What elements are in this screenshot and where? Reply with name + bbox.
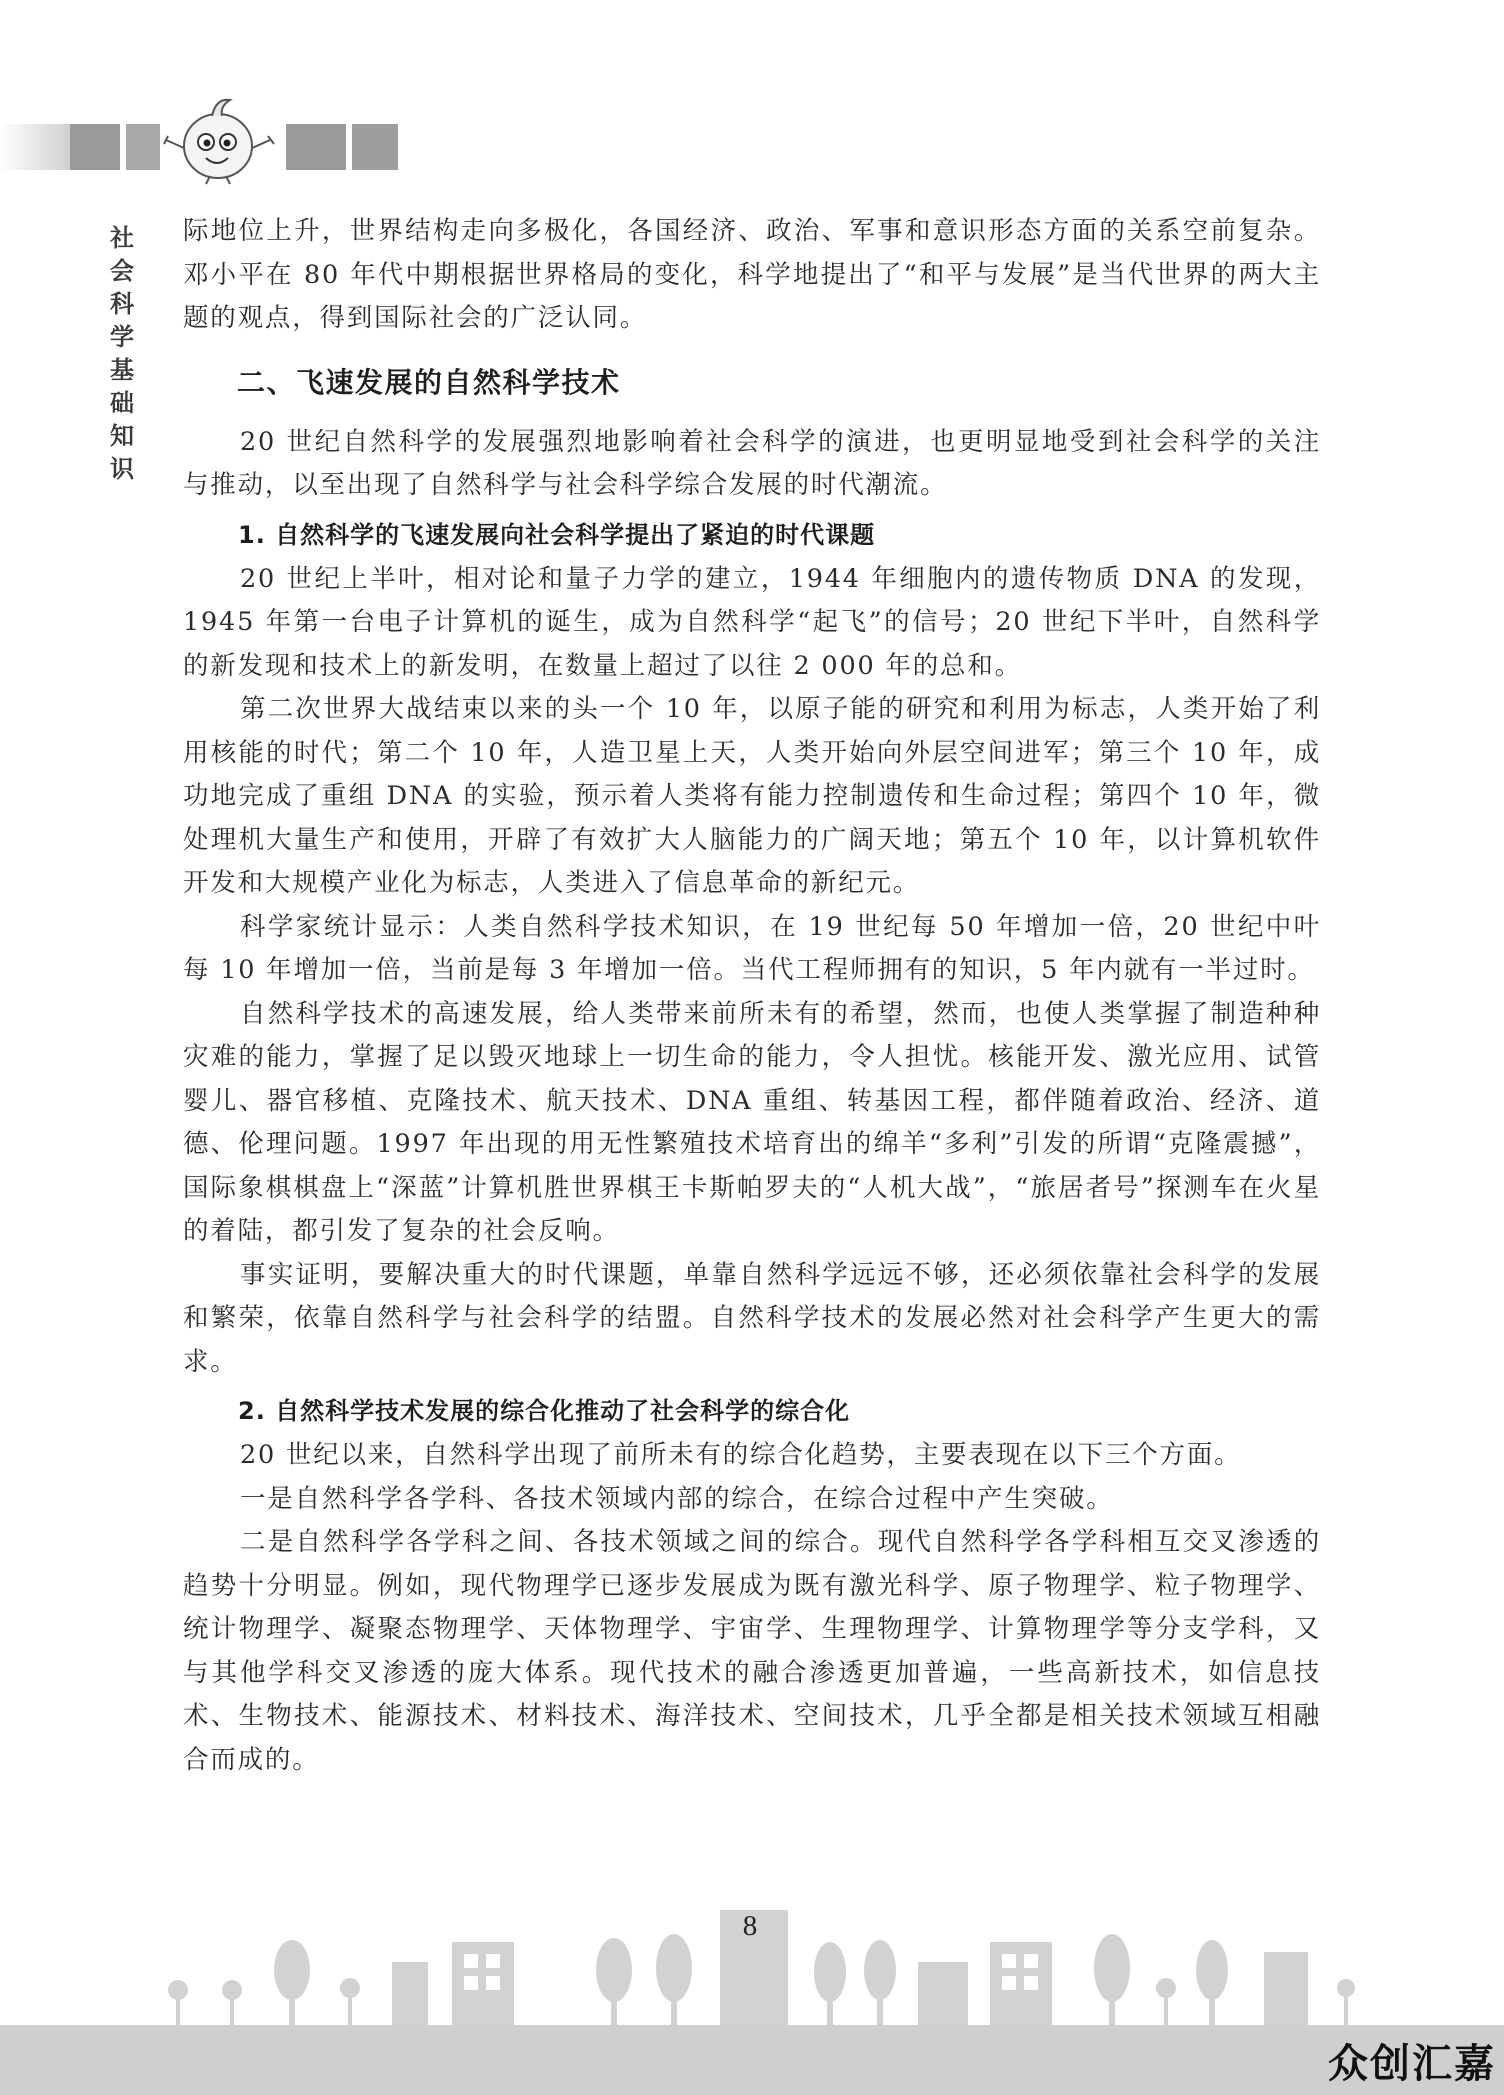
paragraph: 一是自然科学各学科、各技术领域内部的综合，在综合过程中产生突破。 [240,1483,1114,1514]
section-heading: 二、飞速发展的自然科学技术 [237,365,621,399]
side-title-char: 识 [110,455,134,483]
side-title-char: 学 [110,323,134,351]
side-title-char: 础 [110,389,134,417]
main-text [183,210,1321,1782]
paragraph: 事实证明，要解决重大的时代课题，单靠自然科学远远不够，还必须依靠社会科学的发展和繁荣，依靠自然科学与社会科学的结盟。自然科学技术的发展必然对社会科学产生更大的需求。 [183,1259,1321,1377]
footer-skyline [0,1870,1504,2095]
side-title-char: 知 [110,422,134,450]
paragraph-intro: 际地位上升，世界结构走向多极化，各国经济、政治、军事和意识形态方面的关系空前复杂。邓小平在 80 年代中期根据世界格局的变化，科学地提出了“和平与发展”是当代世界的两大主题的观点，得到国际社会的广泛认同。 [183,216,1321,333]
subsection-heading: 1. 自然科学的飞速发展向社会科学提出了紧迫的时代课题 [238,520,876,549]
paragraph: 20 世纪自然科学的发展强烈地影响着社会科学的演进，也更明显地受到社会科学的关注与推动，以至出现了自然科学与社会科学综合发展的时代潮流。 [183,426,1321,500]
mascot-illustration [160,96,278,186]
paragraph: 科学家统计显示：人类自然科学技术知识，在 19 世纪每 50 年增加一倍，20 世纪中叶每 10 年增加一倍，当前是每 3 年增加一倍。当代工程师拥有的知识，5 年内就有一半过时。 [183,911,1321,985]
subsection-heading: 2. 自然科学技术发展的综合化推动了社会科学的综合化 [238,1397,851,1425]
paragraph: 二是自然科学各学科之间、各技术领域之间的综合。现代自然科学各学科相互交叉渗透的趋势十分明显。例如，现代物理学已逐步发展成为既有激光科学、原子物理学、粒子物理学、统计物理学、凝聚态物理学、天体物理学、宇宙学、生理物理学、计算物理学等分支学科，又与其他学科交叉渗透的庞大体系。现代技术的融合渗透更加普遍，一些高新技术，如信息技术、生物技术、能源技术、材料技术、海洋技术、空间技术，几乎全都是相关技术领域互相融合而成的。 [183,1527,1321,1775]
side-title-char: 会 [110,257,134,285]
watermark-logo: 众创汇嘉 [1328,2041,1496,2087]
side-title-char: 社 [110,224,134,252]
page-number: 8 [742,1910,758,1942]
paragraph: 自然科学技术的高速发展，给人类带来前所未有的希望，然而，也使人类掌握了制造种种灾难的能力，掌握了足以毁灭地球上一切生命的能力，令人担忧。核能开发、激光应用、试管婴儿、器官移植、克隆技术、航天技术、DNA 重组、转基因工程，都伴随着政治、经济、道德、伦理问题。1997 年出现的用无性繁殖技术培育出的绵羊“多利”引发的所谓“克隆震撼”，国际象棋棋盘上“深蓝”计算机胜世界棋王卡斯帕罗夫的“人机大战”，“旅居者号”探测车在火星的着陆，都引发了复杂的社会反响。 [183,998,1321,1246]
book-title-vertical [108,222,136,486]
side-title-char: 科 [110,290,134,318]
paragraph: 20 世纪以来，自然科学出现了前所未有的综合化趋势，主要表现在以下三个方面。 [240,1440,1242,1470]
paragraph: 20 世纪上半叶，相对论和量子力学的建立，1944 年细胞内的遗传物质 DNA 的发现，1945 年第一台电子计算机的诞生，成为自然科学“起飞”的信号；20 世纪下半叶，自然科学的新发现和技术上的新发明，在数量上超过了以往 2 000 年的总和。 [183,563,1321,681]
paragraph: 第二次世界大战结束以来的头一个 10 年，以原子能的研究和利用为标志，人类开始了利用核能的时代；第二个 10 年，人造卫星上天，人类开始向外层空间进军；第三个 10 年，成功地完成了重组 DNA 的实验，预示着人类将有能力控制遗传和生命过程；第四个 10 年，微处理机大量生产和使用，开辟了有效扩大人脑能力的广阔天地；第五个 10 年，以计算机软件开发和大规模产业化为标志，人类进入了信息革命的新纪元。 [183,694,1321,898]
side-title-char: 基 [110,356,134,384]
